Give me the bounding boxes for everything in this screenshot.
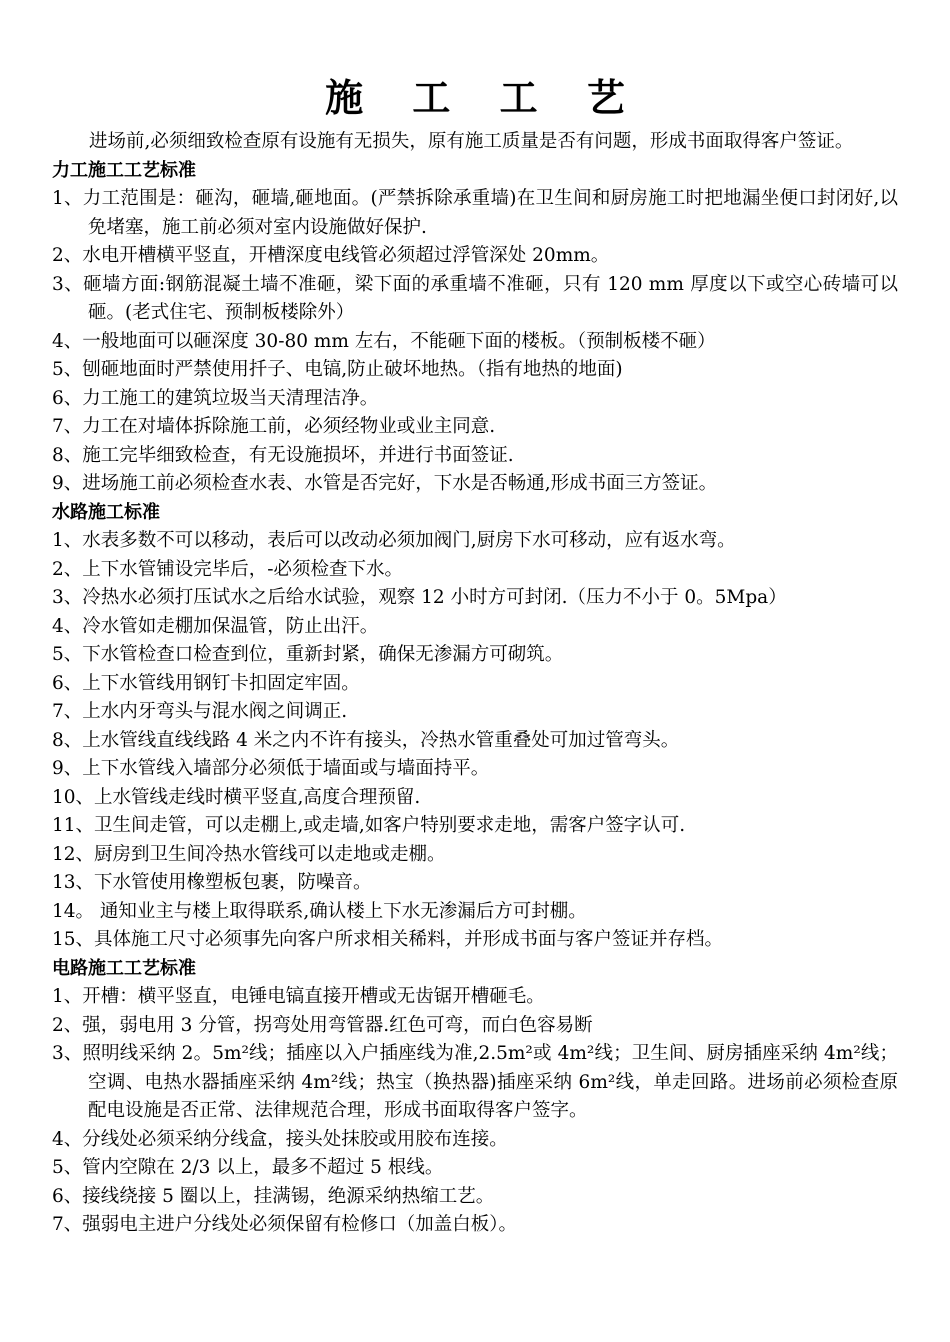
list-item: 7、上水内牙弯头与混水阀之间调正. <box>52 701 348 722</box>
list-item: 2、上下水管铺设完毕后，-必须检查下水。 <box>52 558 404 580</box>
list-item: 3、砸墙方面:钢筋混凝土墙不准砸，梁下面的承重墙不准砸，只有 120 mm 厚度以下或空心砖墙可以砸。(老式住宅、预制板楼除外） <box>52 273 898 323</box>
list-item: 5、刨砸地面时严禁使用扦子、电镐,防止破坏地热。（指有地热的地面) <box>52 359 623 380</box>
intro-paragraph: 进场前,必须细致检查原有设施有无损失，原有施工质量是否有问题，形成书面取得客户签证。 <box>89 131 854 152</box>
list-item: 3、冷热水必须打压试水之后给水试验，观察 12 小时方可封闭.（压力不小于 0。5Mpa） <box>52 587 787 608</box>
list-item: 11、卫生间走管，可以走棚上,或走墙,如客户特别要求走地，需客户签字认可. <box>52 815 686 836</box>
list-item: 1、开槽：横平竖直，电锤电镐直接开槽或无齿锯开槽砸毛。 <box>52 986 545 1007</box>
list-item: 8、上水管线直线线路 4 米之内不许有接头，冷热水管重叠处可加过管弯头。 <box>52 729 680 751</box>
list-item: 14。 通知业主与楼上取得联系,确认楼上下水无渗漏后方可封棚。 <box>52 900 587 922</box>
list-item: 4、分线处必须采纳分线盒，接头处抹胶或用胶布连接。 <box>52 1128 508 1150</box>
section-heading: 电路施工工艺标准 <box>52 957 196 979</box>
sections-container <box>52 157 898 1240</box>
list-item: 7、强弱电主进户分线处必须保留有检修口（加盖白板）。 <box>52 1214 518 1235</box>
list-item: 6、力工施工的建筑垃圾当天清理洁净。 <box>52 387 379 409</box>
list-item: 3、照明线采纳 2。5m²线；插座以入户插座线为准,2.5m²或 4m²线；卫生间、厨房插座采纳 4m²线；空调、电热水器插座采纳 4m²线；热宝（换热器)插座采纳 6m²线，单走回路。进场前必须检查原配电设施是否正常、法律规范合理，形成书面取得客户签字。 <box>52 1043 898 1121</box>
page-title: 施 工 工 艺 <box>325 76 643 120</box>
list-item: 12、厨房到卫生间冷热水管线可以走地或走棚。 <box>52 843 446 865</box>
list-item: 8、施工完毕细致检查，有无设施损坏，并进行书面签证. <box>52 444 514 466</box>
list-item: 5、管内空隙在 2/3 以上，最多不超过 5 根线。 <box>52 1157 444 1178</box>
list-item: 7、力工在对墙体拆除施工前，必须经物业或业主同意. <box>52 416 496 437</box>
list-item: 6、上下水管线用钢钉卡扣固定牢固。 <box>52 672 360 694</box>
list-item: 13、下水管使用橡塑板包裹，防噪音。 <box>52 872 372 893</box>
list-item: 1、水表多数不可以移动，表后可以改动必须加阀门,厨房下水可移动，应有返水弯。 <box>52 530 736 551</box>
section-heading: 水路施工标准 <box>52 501 160 523</box>
list-item: 10、上水管线走线时横平竖直,高度合理预留. <box>52 786 421 808</box>
list-item: 2、强，弱电用 3 分管，拐弯处用弯管器.红色可弯，而白色容易断 <box>52 1014 593 1036</box>
list-item: 15、具体施工尺寸必须事先向客户所求相关稀料，并形成书面与客户签证并存档。 <box>52 929 724 950</box>
list-item: 4、冷水管如走棚加保温管，防止出汗。 <box>52 615 379 637</box>
list-item: 9、上下水管线入墙部分必须低于墙面或与墙面持平。 <box>52 758 490 779</box>
section-heading: 力工施工工艺标准 <box>52 159 196 181</box>
list-item: 6、接线绕接 5 圈以上，挂满锡，绝源采纳热缩工艺。 <box>52 1185 495 1207</box>
list-item: 5、下水管检查口检查到位，重新封紧，确保无渗漏方可砌筑。 <box>52 644 564 665</box>
list-item: 2、水电开槽横平竖直，开槽深度电线管必须超过浮管深处 20mm。 <box>52 245 610 266</box>
list-item: 1、力工范围是：砸沟，砸墙,砸地面。(严禁拆除承重墙)在卫生间和厨房施工时把地漏坐便口封闭好,以免堵塞，施工前必须对室内设施做好保护. <box>52 188 898 238</box>
list-item: 4、一般地面可以砸深度 30-80 mm 左右，不能砸下面的楼板。（预制板楼不砸） <box>52 330 716 352</box>
list-item: 9、进场施工前必须检查水表、水管是否完好，下水是否畅通,形成书面三方签证。 <box>52 473 718 494</box>
